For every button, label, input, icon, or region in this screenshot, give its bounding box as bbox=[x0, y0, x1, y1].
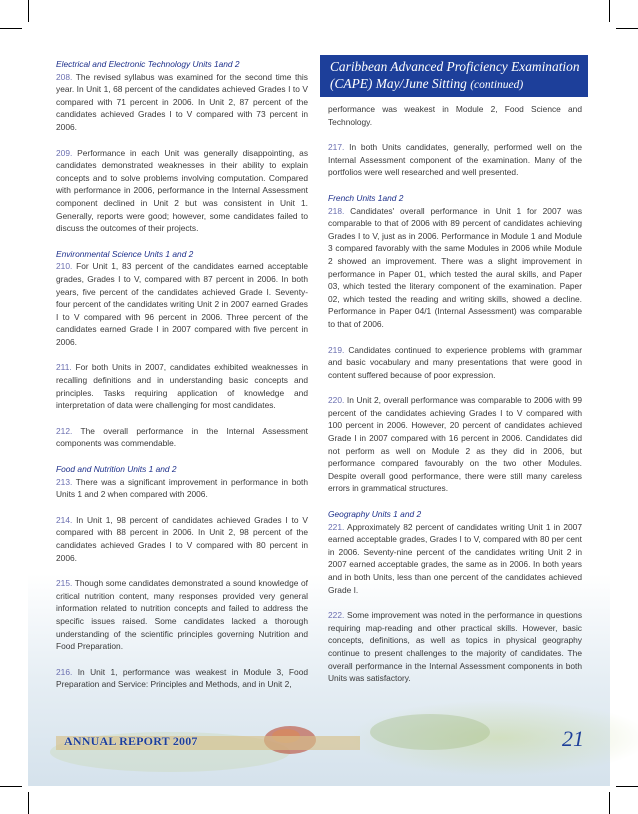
paragraph bbox=[56, 260, 308, 348]
banner-title-line1: Caribbean Advanced Proficiency Examination bbox=[330, 59, 580, 74]
paragraph bbox=[56, 361, 308, 411]
crop-mark bbox=[28, 792, 29, 814]
paragraph-text: performance was weakest in Module 2, Food Science and Technology. bbox=[328, 104, 582, 127]
paragraph bbox=[56, 577, 308, 653]
banner-title bbox=[330, 58, 588, 94]
paragraph bbox=[328, 394, 582, 495]
paragraph bbox=[328, 609, 582, 685]
paragraph-number: 216. bbox=[56, 666, 73, 677]
crop-mark bbox=[616, 786, 638, 787]
paragraph-number: 219. bbox=[328, 344, 345, 355]
paragraph-number: 212. bbox=[56, 425, 73, 436]
paragraph-text: Though some candidates demonstrated a sound knowledge of critical nutrition content, many responses provided very general information related to nutrition concepts and failed to address the specific issues raised. Some candidates lacked a thorough understanding of the scientific principles governing Nutrition and Food Preparation. bbox=[56, 578, 308, 652]
paragraph-block bbox=[56, 425, 308, 450]
paragraph-block bbox=[56, 577, 308, 653]
paragraph bbox=[328, 344, 582, 382]
paragraph-block bbox=[56, 666, 308, 691]
paragraph-number: 211. bbox=[56, 362, 72, 373]
paragraph bbox=[56, 666, 308, 691]
paragraph-block bbox=[328, 344, 582, 382]
section-heading: Electrical and Electronic Technology Units 1and 2 bbox=[56, 59, 240, 69]
paragraph-block bbox=[328, 609, 582, 685]
crop-mark bbox=[0, 28, 22, 29]
paragraph bbox=[328, 103, 582, 128]
paragraph-text: The revised syllabus was examined for the second time this year. In Unit 1, 68 percent of the candidates achieved Grades I to V compared with 71 percent in 2006. In Unit 2, 87 percent of the candidates achieved Grades I to V compared with 73 percent in 2006. bbox=[56, 71, 308, 132]
crop-mark bbox=[609, 792, 610, 814]
paragraph-text: For Unit 1, 83 percent of the candidates earned acceptable grades, Grades I to V, compared with 87 percent in 2006. In both years, five percent of the candidates achieved Grade I. Seventy-four percent of the candidates writing Unit 2 in 2007 earned Grades I to V compared with 96 percent in 2006. Three percent of the candidates earned Grade I in 2007 compared with five percent in 2006. bbox=[56, 261, 308, 347]
paragraph bbox=[56, 476, 308, 501]
crop-mark bbox=[0, 786, 22, 787]
paragraph-text: For both Units in 2007, candidates exhibited weaknesses in recalling definitions and in understanding basic concepts and principles. Tasks requiring application of knowledge and interpretation of data were challenging for most candidates. bbox=[56, 362, 308, 411]
paragraph-number: 218. bbox=[328, 205, 345, 216]
paragraph-number: 214. bbox=[56, 514, 73, 525]
paragraph-block bbox=[56, 248, 308, 349]
paragraph bbox=[56, 514, 308, 564]
paragraph-block bbox=[56, 463, 308, 501]
crop-mark bbox=[609, 0, 610, 22]
paragraph-number: 221. bbox=[328, 521, 345, 532]
paragraph-text: The overall performance in the Internal Assessment components was commendable. bbox=[56, 425, 308, 449]
paragraph-text: Some improvement was noted in the performance in questions requiring map-reading and other practical skills. However, basic concepts, definitions, as well as topics in physical geography continue to present challenges to the majority of candidates. The overall performance in the Internal Assessment components in both Units was satisfactory. bbox=[328, 610, 583, 684]
paragraph-number: 215. bbox=[56, 578, 73, 589]
crop-mark bbox=[28, 0, 29, 22]
paragraph-block bbox=[56, 147, 308, 235]
paragraph-text: Approximately 82 percent of candidates writing Unit 1 in 2007 earned acceptable grades, Grades I to V, compared with 80 per cent in 2006. Seventy-nine percent of the candidates writing Unit 2 in 2007 earned acceptable grades, the same as in 2006. In both years and in both Units, less than one percent of the candidates achieved Grade I. bbox=[328, 521, 582, 595]
right-column bbox=[328, 103, 582, 698]
paragraph-text: There was a significant improvement in performance in both Units 1 and 2 when compared with 2006. bbox=[56, 476, 308, 500]
paragraph bbox=[328, 521, 582, 597]
paragraph-block bbox=[328, 508, 582, 596]
section-heading: Environmental Science Units 1 and 2 bbox=[56, 248, 194, 259]
paragraph-number: 222. bbox=[328, 610, 345, 621]
banner-continued-label: (continued) bbox=[470, 79, 524, 91]
paragraph-text: Candidates' overall performance in Unit 1 for 2007 was comparable to that of 2006 with 89 percent of candidates achieving Grades I to V, just as in 2006. Performance in Module 1 and Module 3 compared favorably with the same Modules in 2006 while Module 2 showed an improvement. There was a slight improvement in performance in Paper 01, which tested the aural skills, and Paper 03, which tested the literary component of the examination. Paper 02, which tested the reading and writing skills, showed a decline. Performance in Paper 04/1 (Internal Assessment) was comparable to that of 2006. bbox=[328, 205, 583, 329]
paragraph bbox=[56, 71, 308, 134]
paragraph-number: 208. bbox=[56, 71, 73, 82]
section-heading: Food and Nutrition Units 1 and 2 bbox=[56, 464, 177, 475]
paragraph bbox=[56, 425, 308, 450]
paragraph-text: Candidates continued to experience problems with grammar and basic vocabulary and many presentations that were good in content suffered because of poor expression. bbox=[328, 344, 582, 380]
paragraph bbox=[328, 141, 582, 179]
paragraph-block bbox=[56, 361, 308, 411]
paragraph-text: Performance in each Unit was generally disappointing, as candidates demonstrated weaknesses in their ability to explain concepts and to solve problems involving computation. Compared with performance in 2006, performance in the Internal Assessment component declined in Unit 2 but was consistent in Unit 1. Generally, reports were good; however, some candidates failed to discuss the outcomes of their projects. bbox=[56, 147, 309, 234]
paragraph-block bbox=[56, 58, 308, 134]
paragraph-block bbox=[328, 394, 582, 495]
footer-report-label: ANNUAL REPORT 2007 bbox=[64, 734, 198, 748]
section-heading: Geography Units 1 and 2 bbox=[328, 509, 422, 520]
crop-mark bbox=[616, 28, 638, 29]
paragraph-text: In Unit 2, overall performance was comparable to 2006 with 99 percent of the candidates achieving Grades I to V compared with 100 percent in 2006. However, 20 percent of candidates achieved Grade I in 2007 compared with 16 percent in 2006. Candidates did not perform as well on Module 2 as they did in 2006, but performance compared favourably on the two other Modules. Despite overall good performance, there were still many careless errors in grammatical structures. bbox=[328, 395, 583, 494]
section-heading: French Units 1and 2 bbox=[328, 192, 404, 203]
paragraph-text: In Unit 1, performance was weakest in Module 3, Food Preparation and Service: Principles and Methods, and in Unit 2, bbox=[56, 666, 309, 690]
paragraph-number: 220. bbox=[328, 395, 345, 406]
left-column bbox=[56, 58, 308, 704]
paragraph-block bbox=[328, 103, 582, 128]
paragraph-number: 217. bbox=[328, 142, 345, 153]
paragraph-block bbox=[328, 192, 582, 331]
paragraph bbox=[328, 205, 582, 331]
paragraph-number: 210. bbox=[56, 261, 73, 272]
paragraph-text: In Unit 1, 98 percent of candidates achieved Grades I to V compared with 88 percent in 2006. In Unit 2, 98 percent of the candidates achieved Grades I to V compared with 80 percent in 2006. bbox=[56, 514, 309, 563]
paragraph-number: 209. bbox=[56, 147, 73, 158]
page-number: 21 bbox=[562, 726, 584, 751]
paragraph-block bbox=[56, 514, 308, 564]
paragraph bbox=[56, 147, 308, 235]
paragraph-number: 213. bbox=[56, 476, 73, 487]
paragraph-block bbox=[328, 141, 582, 179]
paragraph-text: In both Units candidates, generally, performed well on the Internal Assessment component of the examination. Many of the portfolios were well researched and well presented. bbox=[328, 142, 583, 178]
banner-title-line2: (CAPE) May/June Sitting (continued) bbox=[330, 76, 524, 91]
